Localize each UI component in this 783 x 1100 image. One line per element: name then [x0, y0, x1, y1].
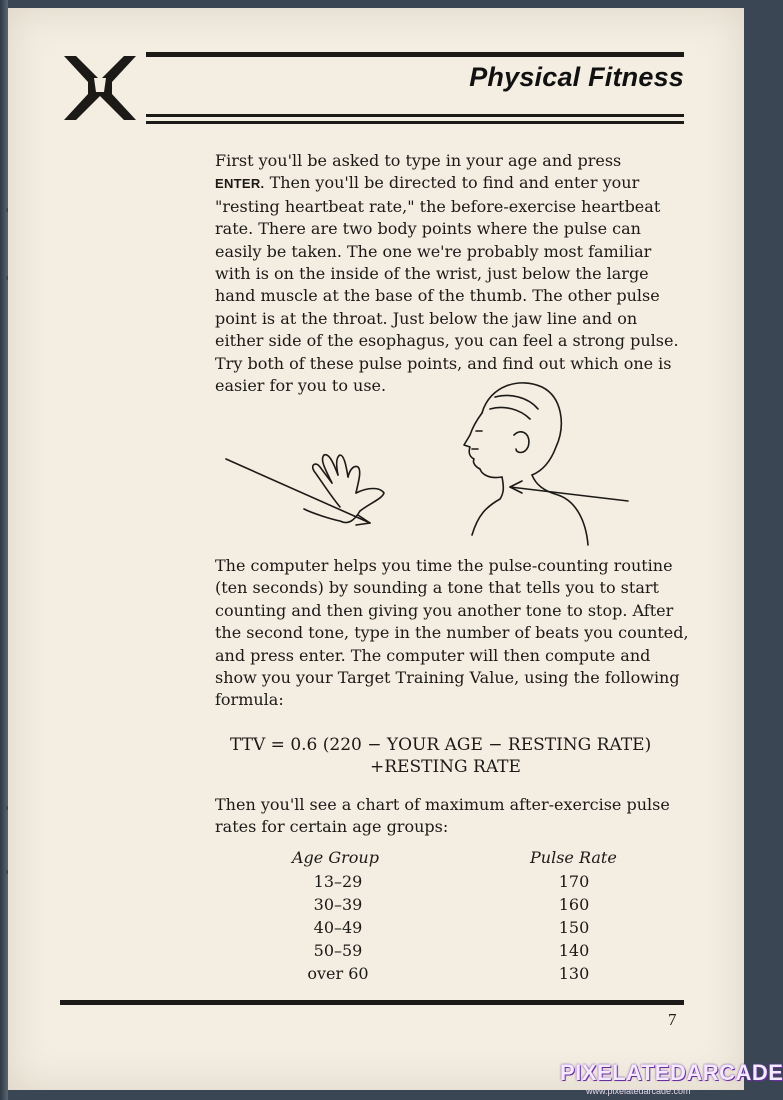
fitness-figure-logo-icon [60, 48, 140, 128]
table-row [276, 964, 636, 986]
pulse-rate-header: Pulse Rate [530, 848, 617, 867]
age-cell: 30–39 [313, 895, 363, 914]
text-line: "resting heartbeat rate," the before-exercise heartbeat [215, 196, 661, 216]
text-line: formula: [215, 690, 284, 710]
table-row [276, 895, 636, 917]
chart-intro-paragraph [215, 794, 670, 839]
intro-paragraph [215, 150, 679, 397]
ttv-formula-line2: +RESTING RATE [370, 757, 521, 777]
rate-cell: 130 [558, 964, 590, 983]
age-cell: over 60 [307, 964, 369, 983]
text-line: and press enter. The computer will then compute and [215, 645, 651, 665]
text-line: counting and then giving you another tone to stop. After [215, 600, 674, 620]
text-line: The computer helps you time the pulse-counting routine [215, 556, 673, 575]
header-rule-middle [146, 114, 684, 117]
rate-cell: 170 [558, 872, 590, 891]
text-line: Try both of these pulse points, and find out which one is [215, 353, 672, 373]
text-line: the second tone, type in the number of beats you counted, [215, 623, 689, 643]
header-rule-top [146, 52, 684, 57]
table-row [276, 918, 636, 940]
page-number: 7 [668, 1010, 677, 1029]
text-line: either side of the esophagus, you can feel a strong pulse. [215, 331, 679, 351]
page-title: Physical Fitness [469, 62, 684, 92]
rate-cell: 160 [558, 895, 590, 914]
header-rule-bottom [146, 121, 684, 124]
text-line: with is on the inside of the wrist, just below the large [215, 264, 649, 284]
text-line: rate. There are two body points where the pulse can [215, 219, 641, 239]
table-row [276, 872, 636, 894]
site-watermark-url: www.pixelatedarcade.com [586, 1086, 691, 1096]
rate-cell: 140 [558, 941, 590, 960]
age-group-header: Age Group [292, 848, 379, 867]
enter-key-label: ENTER. [215, 176, 265, 192]
ttv-formula-line1: TTV = 0.6 (220 − YOUR AGE − RESTING RATE) [230, 735, 652, 755]
pulse-taking-illustration-icon [220, 375, 640, 550]
table-row [276, 941, 636, 963]
rate-cell: 150 [558, 918, 590, 937]
text-line: First you'll be asked to type in your age and press [215, 151, 622, 170]
footer-rule [60, 1000, 684, 1005]
age-cell: 50–59 [313, 941, 363, 960]
text-line: Then you'll see a chart of maximum after-exercise pulse [215, 795, 670, 814]
site-watermark: PIXELATEDARCADE [560, 1060, 783, 1085]
text-line: easily be taken. The one we're probably most familiar [215, 241, 652, 261]
text-line: ENTER. Then you'll be directed to find and enter your [215, 173, 640, 193]
text-line: show you your Target Training Value, using the following [215, 668, 680, 688]
text-line: hand muscle at the base of the thumb. The other pulse [215, 286, 660, 306]
text-line: (ten seconds) by sounding a tone that tells you to start [215, 578, 659, 598]
age-cell: 13–29 [313, 872, 363, 891]
text-line: rates for certain age groups: [215, 817, 449, 837]
timing-paragraph [215, 555, 689, 712]
booklet-spine [0, 0, 8, 1100]
text-line: easier for you to use. [215, 376, 387, 396]
age-cell: 40–49 [313, 918, 363, 937]
text-line: point is at the throat. Just below the jaw line and on [215, 308, 638, 328]
